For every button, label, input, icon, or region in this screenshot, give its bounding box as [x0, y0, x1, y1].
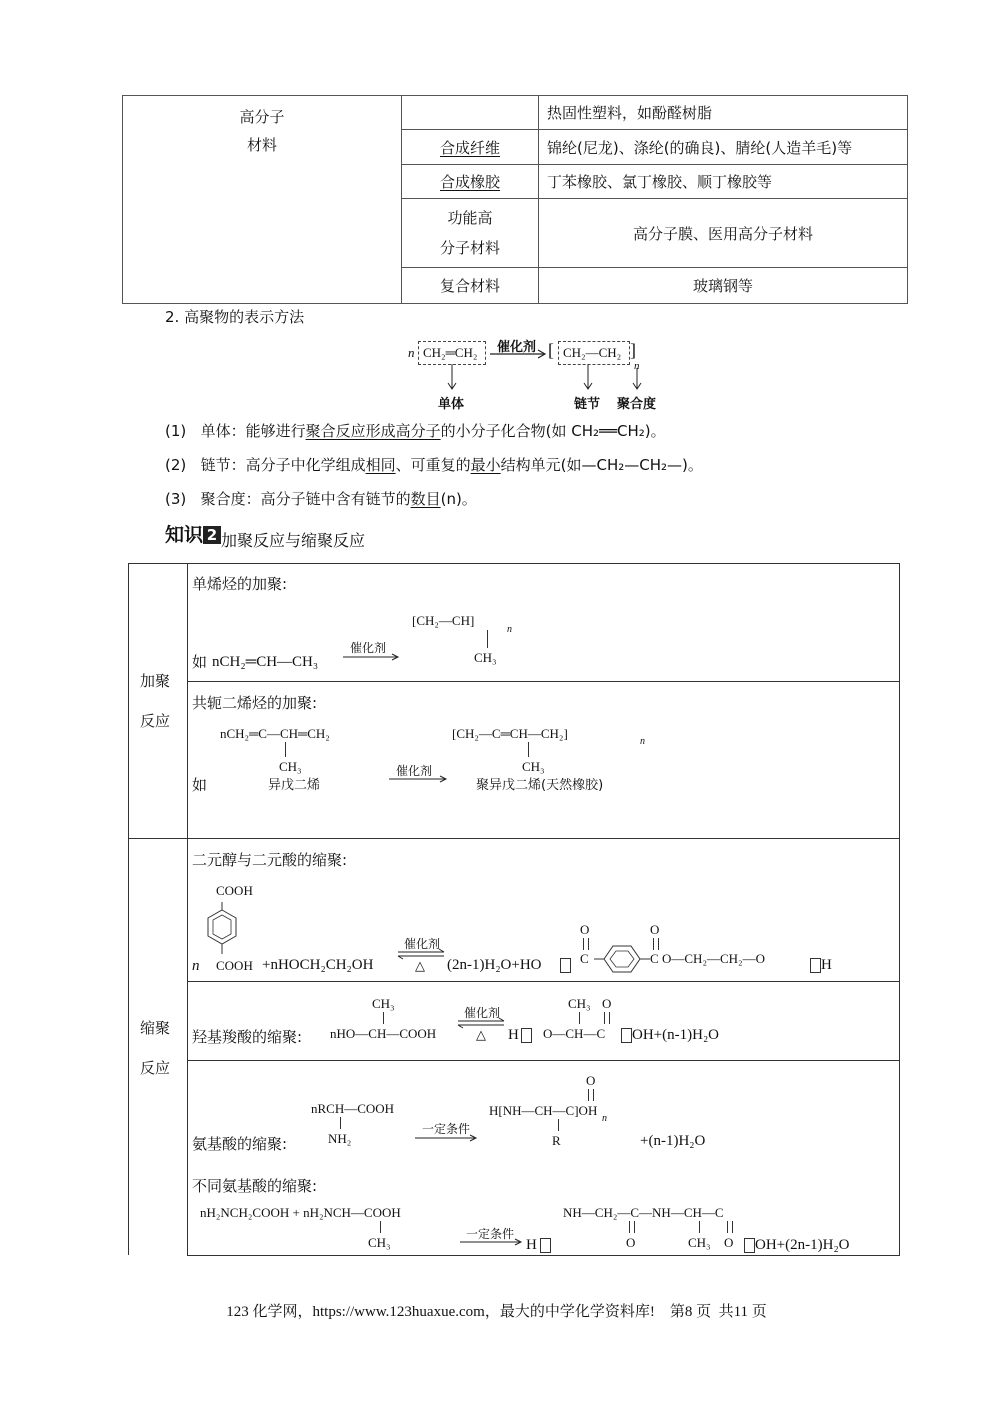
- coefficient-n: n: [192, 958, 200, 974]
- definition-item: (3) 聚合度：高分子链中含有链节的数目(n)。: [165, 490, 477, 508]
- polylactic-chain: O—CH—C: [543, 1026, 606, 1041]
- row-name: 复合材料: [402, 268, 539, 304]
- hydroxyacid-title: 羟基羧酸的缩聚:: [192, 1028, 303, 1046]
- diol-diacid-title: 二元醇与二元酸的缩聚:: [192, 851, 348, 869]
- double-bond: [588, 1089, 594, 1101]
- arrow-icon: [389, 777, 451, 785]
- polyisoprene-name: 聚异戊二烯(天然橡胶): [476, 778, 604, 793]
- polypropene-product: [CH₂—CH]: [412, 613, 475, 628]
- bond-line: [340, 1117, 341, 1129]
- heat-symbol: △: [415, 958, 425, 973]
- arrow-icon: [415, 1136, 481, 1144]
- lactic-end: OH+(n-1)H₂O: [632, 1027, 720, 1043]
- lactic-ch3: CH₃: [372, 996, 395, 1011]
- section-heading: 2. 高聚物的表示方法: [165, 308, 305, 326]
- polyisoprene-product: [CH₂—C═CH—CH₂]: [452, 726, 568, 741]
- knowledge-number-badge: 2: [203, 526, 221, 544]
- arrow-down-icon: [583, 364, 593, 390]
- prefix-ru: 如: [192, 653, 208, 671]
- category-cell: [123, 96, 402, 304]
- catalyst-label: 催化剂: [464, 1006, 501, 1020]
- bracket-right: ]: [630, 340, 636, 360]
- polypropene-ch3: CH₃: [474, 650, 497, 665]
- diagram-sub-n: n: [634, 360, 640, 372]
- propene-reactant: nCH₂═CH—CH₃: [212, 654, 319, 670]
- bond-line: [487, 630, 488, 648]
- carbonyl-o: O: [580, 922, 590, 937]
- isoprene-reactant: nCH₂═C—CH═CH₂: [220, 726, 330, 741]
- category-line-1: 高分子: [239, 108, 285, 126]
- row-name: 合成橡胶: [402, 164, 539, 198]
- double-bond: [604, 1012, 610, 1024]
- row-desc: 玻璃钢等: [539, 268, 908, 304]
- bond-line: [558, 1119, 559, 1131]
- isoprene-ch3: CH₃: [279, 759, 302, 774]
- definition-item: (2) 链节：高分子中化学组成相同、可重复的最小结构单元(如—CH₂—CH₂—)。: [165, 456, 703, 474]
- diagram-catalyst: 催化剂: [497, 340, 537, 355]
- bracket-box: [621, 1028, 632, 1043]
- amino-water: +(n-1)H₂O: [640, 1133, 706, 1149]
- side-chain-r: R: [552, 1133, 561, 1148]
- carbonyl-c: C: [650, 951, 659, 966]
- double-bond: [727, 1221, 733, 1233]
- row-desc: 锦纶(尼龙)、涤纶(的确良)、腈纶(人造羊毛)等: [539, 130, 908, 164]
- polyisoprene-ch3: CH₃: [522, 759, 545, 774]
- knowledge-title: 加聚反应与缩聚反应: [221, 531, 366, 550]
- mixed-aminoacid-title: 不同氨基酸的缩聚:: [192, 1177, 318, 1195]
- label-monomer: 单体: [438, 397, 465, 412]
- carbonyl-o: O: [724, 1235, 734, 1250]
- polypropene-sub: n: [507, 624, 512, 635]
- water-product: (2n-1)H₂O+HO: [447, 957, 542, 973]
- terephthalic-cooh-bottom: COOH: [216, 958, 253, 973]
- benzene-ring-icon: [205, 902, 239, 956]
- addition-label-1: 加聚: [140, 672, 171, 690]
- terephthalic-cooh-top: COOH: [216, 883, 253, 898]
- mixed-ch3: CH₃: [368, 1235, 391, 1250]
- addition-label-2: 反应: [140, 712, 171, 730]
- double-bond: [653, 938, 659, 950]
- bond-line: [285, 742, 286, 757]
- monoolefin-title: 单烯烃的加聚:: [192, 575, 288, 593]
- chain-end-h: H: [821, 957, 832, 973]
- condition-label: 一定条件: [466, 1227, 515, 1241]
- dipeptide-end: OH+(2n-1)H₂O: [755, 1237, 850, 1253]
- bracket-box: [521, 1028, 532, 1043]
- lactic-ch3: CH₃: [568, 996, 591, 1011]
- mixed-reactants: nH₂NCH₂COOH + nH₂NCH—COOH: [200, 1205, 401, 1220]
- bond-line: [699, 1221, 700, 1233]
- condensation-label-1: 缩聚: [140, 1019, 171, 1037]
- benzene-ring-icon: [594, 944, 650, 974]
- diagram-unit: CH₂—CH₂: [563, 345, 622, 360]
- bracket-left: [: [548, 340, 554, 360]
- amino-reactant: nRCH—COOH: [311, 1101, 395, 1116]
- heat-symbol: △: [476, 1027, 486, 1042]
- lactic-reactant: nHO—CH—COOH: [330, 1026, 437, 1041]
- bond-line: [579, 1012, 580, 1024]
- row-desc: 高分子膜、医用高分子材料: [539, 199, 908, 268]
- bond-line: [528, 742, 529, 757]
- double-bond: [583, 938, 589, 950]
- arrow-icon: [490, 352, 550, 362]
- row-desc: 丁苯橡胶、氯丁橡胶、顺丁橡胶等: [539, 164, 908, 198]
- catalyst-label: 催化剂: [404, 937, 441, 951]
- label-degree: 聚合度: [617, 397, 657, 412]
- carbonyl-o: O: [650, 922, 660, 937]
- row-desc: 热固性塑料，如酚醛树脂: [539, 96, 908, 130]
- polypeptide-product: H[NH—CH—C]OH: [489, 1103, 598, 1118]
- dipeptide-chain: NH—CH₂—C—NH—CH—C: [563, 1205, 724, 1220]
- materials-table: [122, 95, 908, 304]
- label-unit: 链节: [574, 397, 601, 412]
- catalyst-label: 催化剂: [396, 764, 433, 778]
- condensation-label-2: 反应: [140, 1059, 171, 1077]
- arrow-icon: [460, 1240, 526, 1248]
- aminoacid-title: 氨基酸的缩聚:: [192, 1135, 288, 1153]
- diagram-monomer: CH₂═CH₂: [423, 345, 478, 360]
- carbonyl-o: O: [586, 1073, 596, 1088]
- diene-title: 共轭二烯烃的加聚:: [192, 694, 318, 712]
- bond-line: [383, 1012, 384, 1024]
- double-bond: [629, 1221, 635, 1233]
- polyisoprene-sub: n: [640, 736, 645, 747]
- bracket-box: [540, 1238, 551, 1253]
- row-name: 功能高 分子材料: [402, 199, 539, 268]
- glycol-reagent: +nHOCH₂CH₂OH: [262, 957, 374, 973]
- arrow-down-icon: [632, 368, 642, 390]
- knowledge-label: 知识: [165, 524, 204, 546]
- amino-nh2: NH₂: [328, 1131, 352, 1146]
- chain-start-h: H: [508, 1027, 519, 1043]
- page-footer: 123 化学网，https://www.123huaxue.com，最大的中学化学资料库! 第8 页 共11 页: [226, 1304, 767, 1320]
- catalyst-label: 催化剂: [350, 641, 387, 655]
- row-name: [402, 96, 539, 130]
- isoprene-name: 异戊二烯: [268, 778, 321, 793]
- bracket-box: [810, 958, 821, 973]
- condition-label: 一定条件: [422, 1122, 471, 1136]
- carbonyl-o: O: [602, 996, 612, 1011]
- prefix-ru: 如: [192, 776, 208, 794]
- carbonyl-c: C: [580, 951, 589, 966]
- carbonyl-o: O: [626, 1235, 636, 1250]
- bond-line: [380, 1221, 381, 1233]
- row-name: 合成纤维: [402, 130, 539, 164]
- polypeptide-sub: n: [602, 1113, 607, 1124]
- arrow-down-icon: [447, 364, 457, 390]
- bracket-box: [744, 1238, 755, 1253]
- diagram-n: n: [408, 345, 415, 360]
- dipeptide-ch3: CH₃: [688, 1235, 711, 1250]
- category-line-2: 材料: [246, 136, 277, 154]
- bracket-box: [560, 958, 571, 973]
- definition-item: (1) 单体：能够进行聚合反应形成高分子的小分子化合物(如 CH₂══CH₂)。: [165, 422, 666, 440]
- knowledge-heading: [165, 520, 365, 551]
- arrow-icon: [343, 655, 401, 663]
- chain-start-h: H: [526, 1237, 537, 1253]
- ester-chain: O—CH₂—CH₂—O: [662, 951, 765, 966]
